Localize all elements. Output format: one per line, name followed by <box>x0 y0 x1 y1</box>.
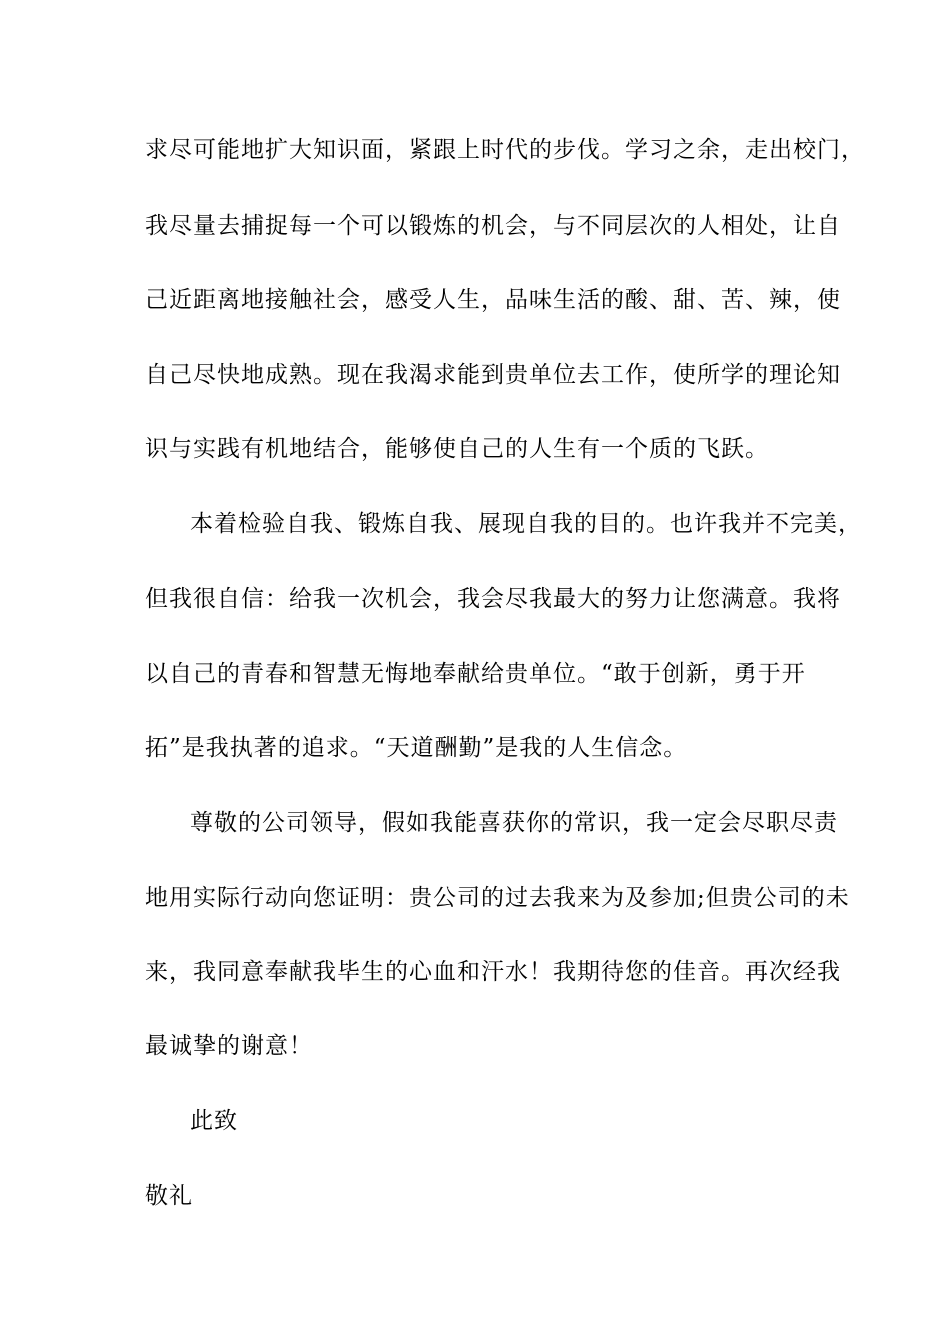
closing-regards: 敬礼 <box>145 1183 193 1209</box>
paragraph-2-line-1: 本着检验自我、锻炼自我、展现自我的目的。也许我并不完美， <box>190 511 862 537</box>
closing-salutation: 此致 <box>190 1108 238 1134</box>
paragraph-3-line-3: 来，我同意奉献我毕生的心血和汗水！我期待您的佳音。再次经我 <box>145 959 841 985</box>
paragraph-1-line-1: 求尽可能地扩大知识面，紧跟上时代的步伐。学习之余，走出校门， <box>145 137 865 163</box>
paragraph-3-line-2: 地用实际行动向您证明：贵公司的过去我来为及参加;但贵公司的未 <box>145 885 850 911</box>
paragraph-3-line-4: 最诚挚的谢意！ <box>145 1033 313 1059</box>
paragraph-2-line-4: 拓”是我执著的追求。“天道酬勤”是我的人生信念。 <box>145 735 688 761</box>
paragraph-1-line-4: 自己尽快地成熟。现在我渴求能到贵单位去工作，使所学的理论知 <box>145 362 841 388</box>
paragraph-1-line-2: 我尽量去捕捉每一个可以锻炼的机会，与不同层次的人相处，让自 <box>145 213 841 239</box>
paragraph-2-line-3: 以自己的青春和智慧无悔地奉献给贵单位。“敢于创新，勇于开 <box>145 661 806 687</box>
paragraph-1-line-5: 识与实践有机地结合，能够使自己的人生有一个质的飞跃。 <box>145 436 769 462</box>
paragraph-3-line-1: 尊敬的公司领导，假如我能喜获你的常识，我一定会尽职尽责 <box>190 810 838 836</box>
paragraph-1-line-3: 己近距离地接触社会，感受人生，品味生活的酸、甜、苦、辣，使 <box>145 287 841 313</box>
paragraph-2-line-2: 但我很自信：给我一次机会，我会尽我最大的努力让您满意。我将 <box>145 586 841 612</box>
